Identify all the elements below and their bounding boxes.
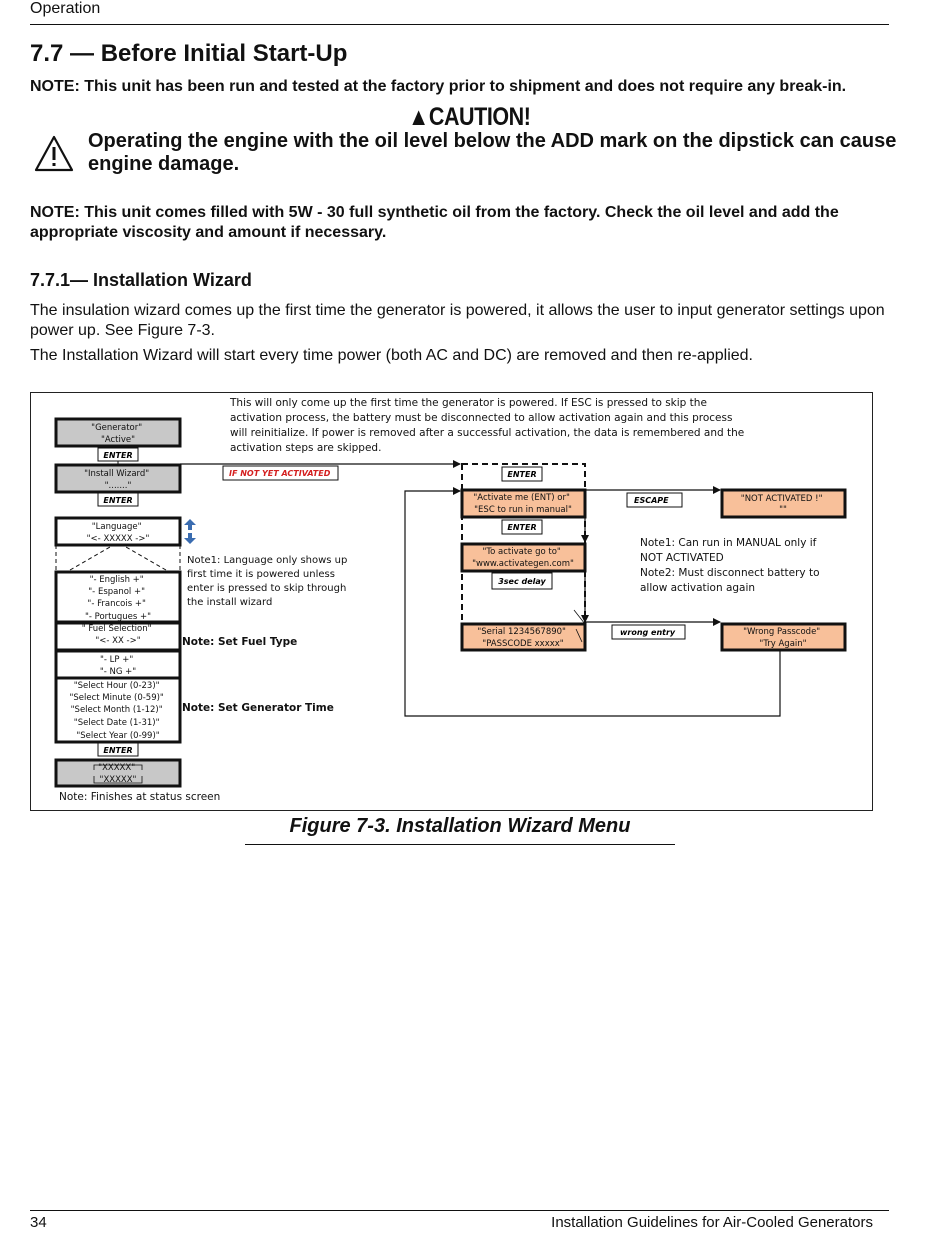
figure-intro <box>229 397 748 454</box>
time-item: "Select Month (1-12)" <box>70 705 163 715</box>
box-fuel-text: " Fuel Selection" "<- XX ->" <box>81 624 152 646</box>
time-item: "Select Date (1-31)" <box>73 718 160 728</box>
warning-icon <box>34 135 74 173</box>
caution-title: CAUTION! <box>428 103 531 131</box>
enter-label: ENTER <box>103 496 133 505</box>
box-generator-text: "Generator" "Active" <box>91 423 143 445</box>
box-not-activated-text: "NOT ACTIVATED !" "" <box>740 494 823 515</box>
arrow-down-icon <box>184 533 196 544</box>
caution-text: Operating the engine with the oil level below the ADD mark on the dipstick can cause engine damage. <box>88 130 897 175</box>
box-serial-text: "Serial 1234567890" "PASSCODE xxxxx" <box>477 627 566 649</box>
language-list-text <box>85 575 151 622</box>
fuel-item: "- NG +" <box>99 667 137 677</box>
intro-line: activation steps are skipped. <box>230 442 382 454</box>
page-title: 7.7 — Before Initial Start-Up <box>30 40 348 67</box>
language-note: Note1: Language only shows up first time it is powered unless enter is pressed to skip through the install wizard <box>187 555 348 608</box>
fuel-item: "- LP +" <box>100 655 134 665</box>
paragraph-wizard-repeat: The Installation Wizard will start every time power (both AC and DC) are removed and then re-applied. <box>30 347 753 364</box>
language-item: "- Francois +" <box>87 599 146 609</box>
time-item: "Select Hour (0-23)" <box>73 681 160 691</box>
paragraph-wizard-intro: The insulation wizard comes up the first time the generator is powered, it allows the user to input generator settings upon power up. See Figure 7-3. <box>30 302 885 339</box>
note-oil: NOTE: This unit comes filled with 5W - 30 full synthetic oil from the factory. Check the oil level and add the appropriate viscosity and amount if necessary. <box>30 204 839 241</box>
wrong-entry-label: wrong entry <box>620 628 676 637</box>
enter-label: ENTER <box>507 523 537 532</box>
figure-caption: Figure 7-3. Installation Wizard Menu <box>289 815 631 837</box>
box-activate-url-text: "To activate go to" "www.activategen.com" <box>472 547 574 569</box>
header-rule <box>30 24 889 25</box>
section-subheading: 7.7.1— Installation Wizard <box>30 270 252 290</box>
manual-note: Note1: Can run in MANUAL only if NOT ACTIVATED Note2: Must disconnect battery to allow activation again <box>640 537 820 594</box>
caption-rule <box>245 844 675 845</box>
caution-triangle-icon: ▲ <box>408 103 429 131</box>
time-item: "Select Year (0-99)" <box>76 731 160 741</box>
time-note: Note: Set Generator Time <box>182 702 334 714</box>
box-wrong-text: "Wrong Passcode" "Try Again" <box>743 627 821 649</box>
enter-label: ENTER <box>103 746 133 755</box>
footer-rule <box>30 1210 889 1211</box>
note-factory: NOTE: This unit has been run and tested at the factory prior to shipment and does not require any break-in. <box>30 78 847 95</box>
enter-label: ENTER <box>507 470 537 479</box>
page-number: 34 <box>30 1214 47 1231</box>
installation-wizard-diagram <box>30 392 873 811</box>
box-status-text: "XXXXX" "XXXXX" <box>98 763 137 785</box>
intro-line: activation process, the battery must be disconnected to allow activation again and this process <box>230 412 733 424</box>
language-item: "- English +" <box>89 575 144 585</box>
intro-line: This will only come up the first time the generator is powered. If ESC is pressed to skip the <box>230 397 707 409</box>
fuel-note: Note: Set Fuel Type <box>182 636 298 648</box>
finish-note: Note: Finishes at status screen <box>59 791 221 803</box>
if-not-activated-label: IF NOT YET ACTIVATED <box>229 469 331 478</box>
header-section: Operation <box>30 0 101 17</box>
box-install-text: "Install Wizard" "......." <box>84 469 150 491</box>
box-language-text: "Language" "<- XXXXX ->" <box>86 522 150 544</box>
footer-title: Installation Guidelines for Air-Cooled Generators <box>551 1214 873 1231</box>
arrow-up-icon <box>184 519 196 530</box>
enter-label: ENTER <box>103 451 133 460</box>
language-item: "- Espanol +" <box>88 587 146 597</box>
box-activate-text: "Activate me (ENT) or" "ESC to run in manual" <box>473 493 572 515</box>
delay-label: 3sec delay <box>498 577 546 586</box>
caution-heading <box>408 103 531 132</box>
escape-label: ESCAPE <box>634 496 669 505</box>
intro-line: will reinitialize. If power is removed after a successful activation, the data is remembered and the <box>230 427 745 439</box>
language-item: "- Portugues +" <box>84 612 152 622</box>
time-item: "Select Minute (0-59)" <box>69 693 164 703</box>
time-list-text <box>69 681 166 741</box>
